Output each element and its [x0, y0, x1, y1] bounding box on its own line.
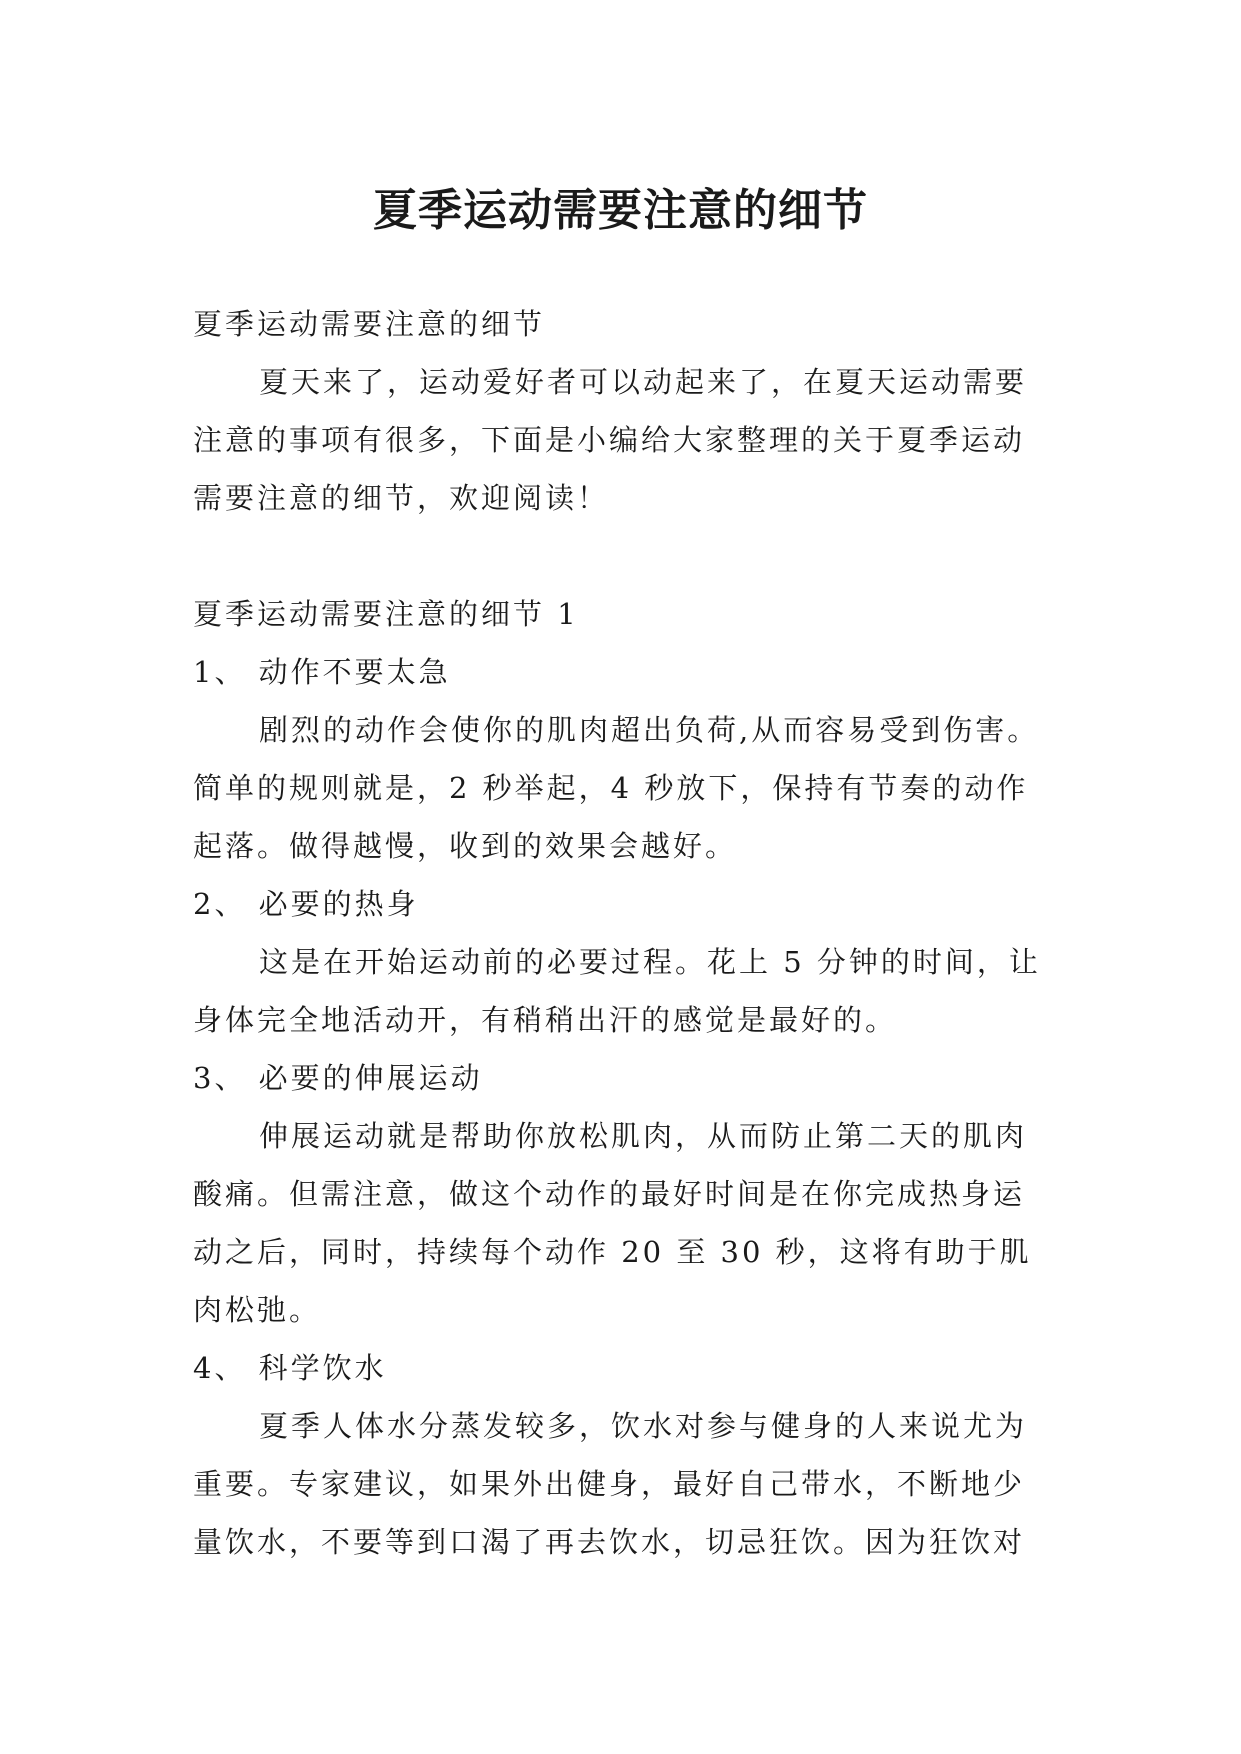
item-body-3: 伸展运动就是帮助你放松肌肉，从而防止第二天的肌肉酸痛。但需注意，做这个动作的最好时间是在你完成热身运动之后，同时，持续每个动作 20 至 30 秒，这将有助于肌肉松弛。: [193, 1119, 1032, 1327]
item-heading-3: 3、 必要的伸展运动: [193, 1061, 483, 1095]
document-subtitle: 夏季运动需要注意的细节: [193, 307, 546, 341]
item-heading-4: 4、 科学饮水: [193, 1351, 387, 1385]
item-body-2: 这是在开始运动前的必要过程。花上 5 分钟的时间，让身体完全地活动开，有稍稍出汗的感觉是最好的。: [193, 945, 1041, 1037]
paragraph-gap: [193, 527, 1053, 585]
item-body-1: 剧烈的动作会使你的肌肉超出负荷,从而容易受到伤害。简单的规则就是，2 秒举起，4 秒放下，保持有节奏的动作起落。做得越慢，收到的效果会越好。: [193, 713, 1040, 863]
item-body-4: 夏季人体水分蒸发较多，饮水对参与健身的人来说尤为重要。专家建议，如果外出健身，最好自己带水，不断地少量饮水，不要等到口渴了再去饮水，切忌狂饮。因为狂饮对: [193, 1409, 1028, 1559]
document-title: 夏季运动需要注意的细节: [373, 185, 868, 237]
item-heading-2: 2、 必要的热身: [193, 887, 419, 921]
intro-paragraph: 夏天来了，运动爱好者可以动起来了，在夏天运动需要注意的事项有很多，下面是小编给大家整理的关于夏季运动需要注意的细节，欢迎阅读！: [193, 365, 1028, 515]
document-body: [193, 295, 1053, 1571]
item-heading-1: 1、 动作不要太急: [193, 655, 451, 689]
section-title: 夏季运动需要注意的细节 1: [193, 597, 579, 631]
